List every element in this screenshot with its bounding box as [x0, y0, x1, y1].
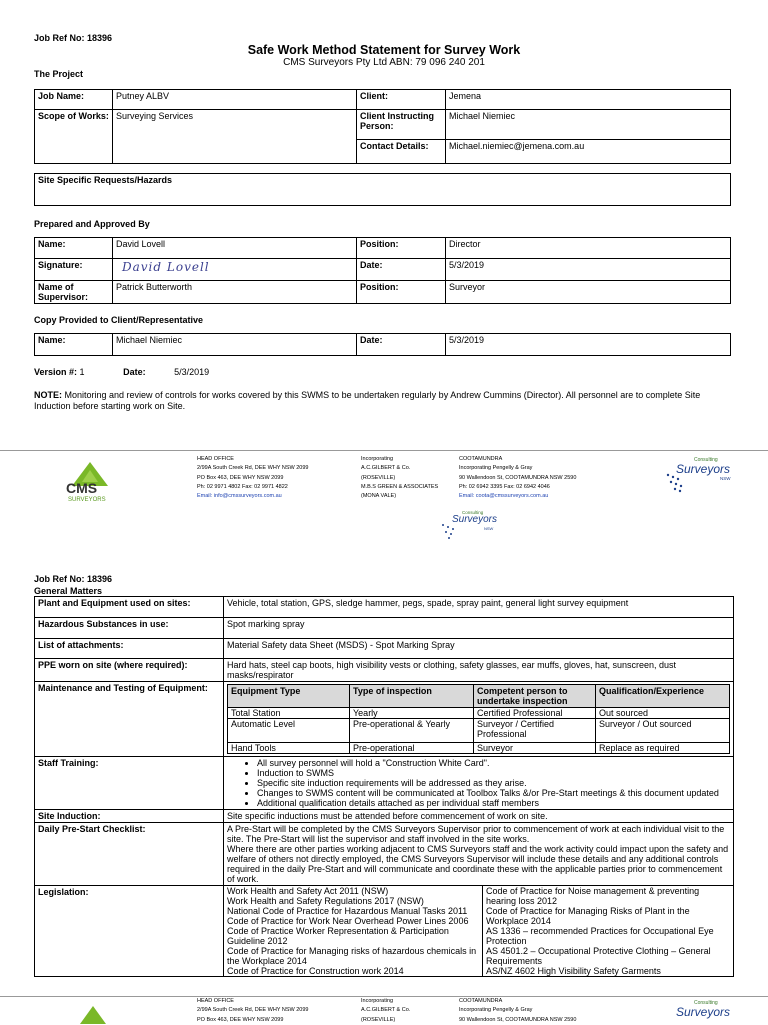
prepared-position-value: Director [446, 238, 731, 259]
hazard-label: Hazardous Substances in use: [35, 618, 224, 639]
head-office-block [197, 455, 308, 501]
equip-cell: Certified Professional [474, 708, 596, 719]
plant-value: Vehicle, total station, GPS, sledge hammer, pegs, spade, spray paint, general light survey equipment [224, 597, 734, 618]
table-row [228, 743, 730, 754]
coota-title: COOTAMUNDRA [459, 456, 503, 462]
legislation-item: Work Health and Safety Regulations 2017 (NSW) [227, 896, 424, 906]
plant-label: Plant and Equipment used on sites: [35, 597, 224, 618]
attach-value: Material Safety data Sheet (MSDS) - Spot Marking Spray [224, 639, 734, 659]
supervisor-position-label: Position: [357, 281, 446, 304]
note [34, 390, 724, 412]
legislation-item: National Code of Practice for Hazardous Manual Tasks 2011 [227, 906, 468, 916]
inc-title: Incorporating [361, 456, 394, 462]
dots-icon [440, 522, 460, 542]
inc-2: (ROSEVILLE) [361, 474, 396, 481]
coota-address: 90 Wallendoon St, COOTAMUNDRA NSW 2590 [459, 474, 577, 481]
supervisor-value: Patrick Butterworth [113, 281, 357, 304]
equip-cell: Yearly [350, 708, 474, 719]
head-office-po: PO Box 463, DEE WHY NSW 2099 [197, 474, 284, 481]
equip-cell: Out sourced [596, 708, 730, 719]
coota-title-2: COOTAMUNDRA [459, 998, 503, 1004]
legislation-item: Code of Practice Worker Representation & Participation Guideline 2012 [227, 926, 449, 946]
head-office-address-2: 2/99A South Creek Rd, DEE WHY NSW 2099 [197, 1007, 309, 1014]
inc-3: M.B.S GREEN & ASSOCIATES [361, 483, 439, 490]
head-office-email[interactable]: Email: info@cmssurveyors.com.au [197, 493, 282, 500]
copy-name-value: Michael Niemiec [113, 334, 357, 356]
version-date-label: Date: [123, 367, 146, 377]
cootamundra-block-2 [459, 997, 576, 1025]
legislation-label: Legislation: [35, 886, 224, 977]
copy-date-value: 5/3/2019 [446, 334, 731, 356]
badge-small-3: Consulting [694, 1000, 718, 1006]
scope-label: Scope of Works: [35, 110, 113, 164]
equip-header: Equipment Type [228, 685, 350, 708]
job-ref: Job Ref No: 18396 [34, 33, 113, 43]
equip-cell: Total Station [228, 708, 350, 719]
equip-cell: Replace as required [596, 743, 730, 754]
badge-nsw-1: NSW [720, 476, 731, 481]
inc-2-2: (ROSEVILLE) [361, 1016, 396, 1023]
note-text: Monitoring and review of controls for works covered by this SWMS to be undertaken regularly by Andrew Cummins (Director). All personnel are to complete Site Induction before starting work on Site. [34, 390, 701, 411]
list-item: • Additional qualification details attached as per individual staff members [257, 798, 730, 808]
legislation-item: AS 4501.2 – Occupational Protective Clothing – General Requirements [486, 946, 711, 966]
supervisor-label: Name of Supervisor: [35, 281, 113, 304]
equip-header: Competent person to undertake inspection [474, 685, 596, 708]
legislation-item: Code of Practice for Noise management & preventing hearing loss 2012 [486, 886, 700, 906]
coota-inc-2: Incorporating Pengelly & Gray [459, 1007, 533, 1014]
badge-small-1: Consulting [694, 457, 718, 463]
badge-nsw-2: NSW [484, 526, 494, 531]
prestart-cell [224, 823, 734, 886]
cms-triangle-icon [78, 1006, 108, 1024]
signature: David Lovell [122, 260, 210, 274]
scope-value: Surveying Services [113, 110, 357, 164]
copy-name-label: Name: [35, 334, 113, 356]
badge-main-2: Surveyors [452, 514, 498, 525]
prepared-position-label: Position: [357, 238, 446, 259]
legislation-columns [224, 886, 733, 976]
list-item: • Specific site induction requirements will be addressed as they arise. [257, 778, 730, 788]
signature-label: Signature: [35, 259, 113, 281]
coota-phone: Ph: 02 6942 3395 Fax: 02 6942 4046 [459, 483, 550, 490]
equipment-header-row [228, 685, 730, 708]
prepared-heading: Prepared and Approved By [34, 219, 150, 229]
job-name-label: Job Name: [35, 90, 113, 110]
prepared-name-label: Name: [35, 238, 113, 259]
instructing-value: Michael Niemiec [446, 110, 731, 140]
copy-heading: Copy Provided to Client/Representative [34, 315, 204, 325]
list-item: • Changes to SWMS content will be communicated at Toolbox Talks &/or Pre-Start meetings & this document updated [257, 788, 730, 798]
training-cell [224, 757, 734, 810]
inc-1-2: A.C.GILBERT & Co. [361, 1007, 411, 1014]
induction-value: Site specific inductions must be attended before commencement of work on site. [224, 810, 734, 823]
badge-main-1: Surveyors [676, 462, 731, 476]
equip-cell: Surveyor / Out sourced [596, 719, 730, 743]
badge-main-3: Surveyors [676, 1005, 731, 1019]
job-ref-2: Job Ref No: 18396 [34, 574, 113, 584]
legislation-cell [224, 886, 734, 977]
legislation-item: Code of Practice for Managing risks of hazardous chemicals in the Workplace 2014 [227, 946, 477, 966]
equip-cell: Automatic Level [228, 719, 350, 743]
prestart-label: Daily Pre-Start Checklist: [35, 823, 224, 886]
site-hazards-table [34, 173, 731, 206]
legislation-item: Code of Practice for Construction work 2014 [227, 966, 404, 976]
ppe-label: PPE worn on site (where required): [35, 659, 224, 682]
prestart-para-2: Where there are other parties working adjacent to CMS Surveyors staff and the work activity could impact upon the safety and welfare of others not directly employed, the CMS Surveyors Supervisor will include these details and any additional controls required in the daily Pre-Start and will communicate and coordinate these with the applicable parties prior to commencement of work. [227, 844, 729, 884]
head-office-address: 2/99A South Creek Rd, DEE WHY NSW 2099 [197, 465, 309, 472]
maint-label: Maintenance and Testing of Equipment: [35, 682, 224, 757]
table-row [228, 708, 730, 719]
legislation-item: AS 1336 – recommended Practices for Occupational Eye Protection [486, 926, 714, 946]
general-heading: General Matters [34, 586, 103, 596]
head-office-block-2 [197, 997, 308, 1025]
equip-cell: Pre-operational [350, 743, 474, 754]
hazard-value: Spot marking spray [224, 618, 734, 639]
consulting-surveyors-badge-3 [676, 1000, 746, 1024]
legislation-item: Code of Practice for Managing Risks of Plant in the Workplace 2014 [486, 906, 690, 926]
prepared-table [34, 237, 731, 304]
version-line [34, 367, 209, 377]
list-item: • All survey personnel will hold a "Construction White Card". [257, 758, 730, 768]
copy-table [34, 333, 731, 356]
prepared-name-value: David Lovell [113, 238, 357, 259]
equipment-cell [224, 682, 734, 757]
cms-logo-text: CMS [66, 480, 98, 496]
equip-header: Type of inspection [350, 685, 474, 708]
equip-cell: Pre-operational & Yearly [350, 719, 474, 743]
legislation-right [483, 886, 733, 976]
supervisor-position-value: Surveyor [446, 281, 731, 304]
consulting-surveyors-badge-2 [440, 510, 500, 545]
contact-label: Contact Details: [357, 140, 446, 164]
prestart-para-1: A Pre-Start will be completed by the CMS Surveyors Supervisor prior to commencement of work at each individual visit to the site. The Pre-Start will list the supervisor and staff involved in the site works. [227, 824, 725, 844]
attach-label: List of attachments: [35, 639, 224, 659]
inc-4: (MONA VALE) [361, 493, 397, 500]
coota-inc: Incorporating Pengelly & Gray [459, 465, 533, 472]
legislation-left [224, 886, 483, 976]
general-matters-table [34, 596, 734, 977]
site-hazards-label: Site Specific Requests/Hazards [35, 174, 731, 206]
prepared-date-label: Date: [357, 259, 446, 281]
inc-title-2: Incorporating [361, 998, 394, 1004]
training-list [227, 758, 730, 808]
signature-cell [113, 259, 357, 281]
badge-small-2: Consulting [462, 510, 484, 515]
incorporating-block [361, 455, 438, 501]
equip-cell: Surveyor / Certified Professional [474, 719, 596, 743]
consulting-surveyors-badge-1 [662, 457, 742, 497]
cms-logo-sub: SURVEYORS [68, 497, 106, 503]
legislation-item: Code of Practice for Work Near Overhead Power Lines 2006 [227, 916, 469, 926]
version-value: 1 [79, 367, 85, 377]
equip-cell: Surveyor [474, 743, 596, 754]
prepared-date-value: 5/3/2019 [446, 259, 731, 281]
coota-email[interactable]: Email: coota@cmssurveyors.com.au [459, 493, 549, 500]
legislation-item: AS/NZ 4602 High Visibility Safety Garments [486, 966, 661, 976]
version-date-value: 5/3/2019 [174, 367, 210, 377]
equip-cell: Hand Tools [228, 743, 350, 754]
inc-1: A.C.GILBERT & Co. [361, 465, 411, 472]
coota-address-2: 90 Wallendoon St, COOTAMUNDRA NSW 2590 [459, 1016, 577, 1023]
project-heading: The Project [34, 69, 84, 79]
list-item: • Induction to SWMS [257, 768, 730, 778]
head-office-title: HEAD OFFICE [197, 456, 234, 462]
copy-date-label: Date: [357, 334, 446, 356]
project-table [34, 89, 731, 164]
legislation-item: Work Health and Safety Act 2011 (NSW) [227, 886, 389, 896]
client-value: Jemena [446, 90, 731, 110]
induction-label: Site Induction: [35, 810, 224, 823]
contact-value: Michael.niemiec@jemena.com.au [446, 140, 731, 164]
version-label: Version #: [34, 367, 78, 377]
equipment-table [227, 684, 730, 754]
head-office-phone: Ph: 02 9971 4802 Fax: 02 9971 4822 [197, 483, 288, 490]
training-label: Staff Training: [35, 757, 224, 810]
ppe-value: Hard hats, steel cap boots, high visibility vests or clothing, safety glasses, ear muffs, gloves, hat, sunscreen, dust masks/respirator [224, 659, 734, 682]
client-label: Client: [357, 90, 446, 110]
document-title: Safe Work Method Statement for Survey Work [247, 43, 521, 57]
incorporating-block-2 [361, 997, 410, 1025]
equip-header: Qualification/Experience [596, 685, 730, 708]
table-row [228, 719, 730, 743]
document-subtitle: CMS Surveyors Pty Ltd ABN: 79 096 240 201 [283, 57, 485, 68]
dots-icon [664, 471, 688, 495]
head-office-po-2: PO Box 463, DEE WHY NSW 2099 [197, 1016, 284, 1023]
instructing-label: Client Instructing Person: [357, 110, 446, 140]
head-office-title-2: HEAD OFFICE [197, 998, 234, 1004]
note-label: NOTE: [34, 390, 62, 400]
cms-logo [60, 460, 120, 505]
page-divider [0, 450, 768, 451]
cootamundra-block [459, 455, 576, 501]
job-name-value: Putney ALBV [113, 90, 357, 110]
